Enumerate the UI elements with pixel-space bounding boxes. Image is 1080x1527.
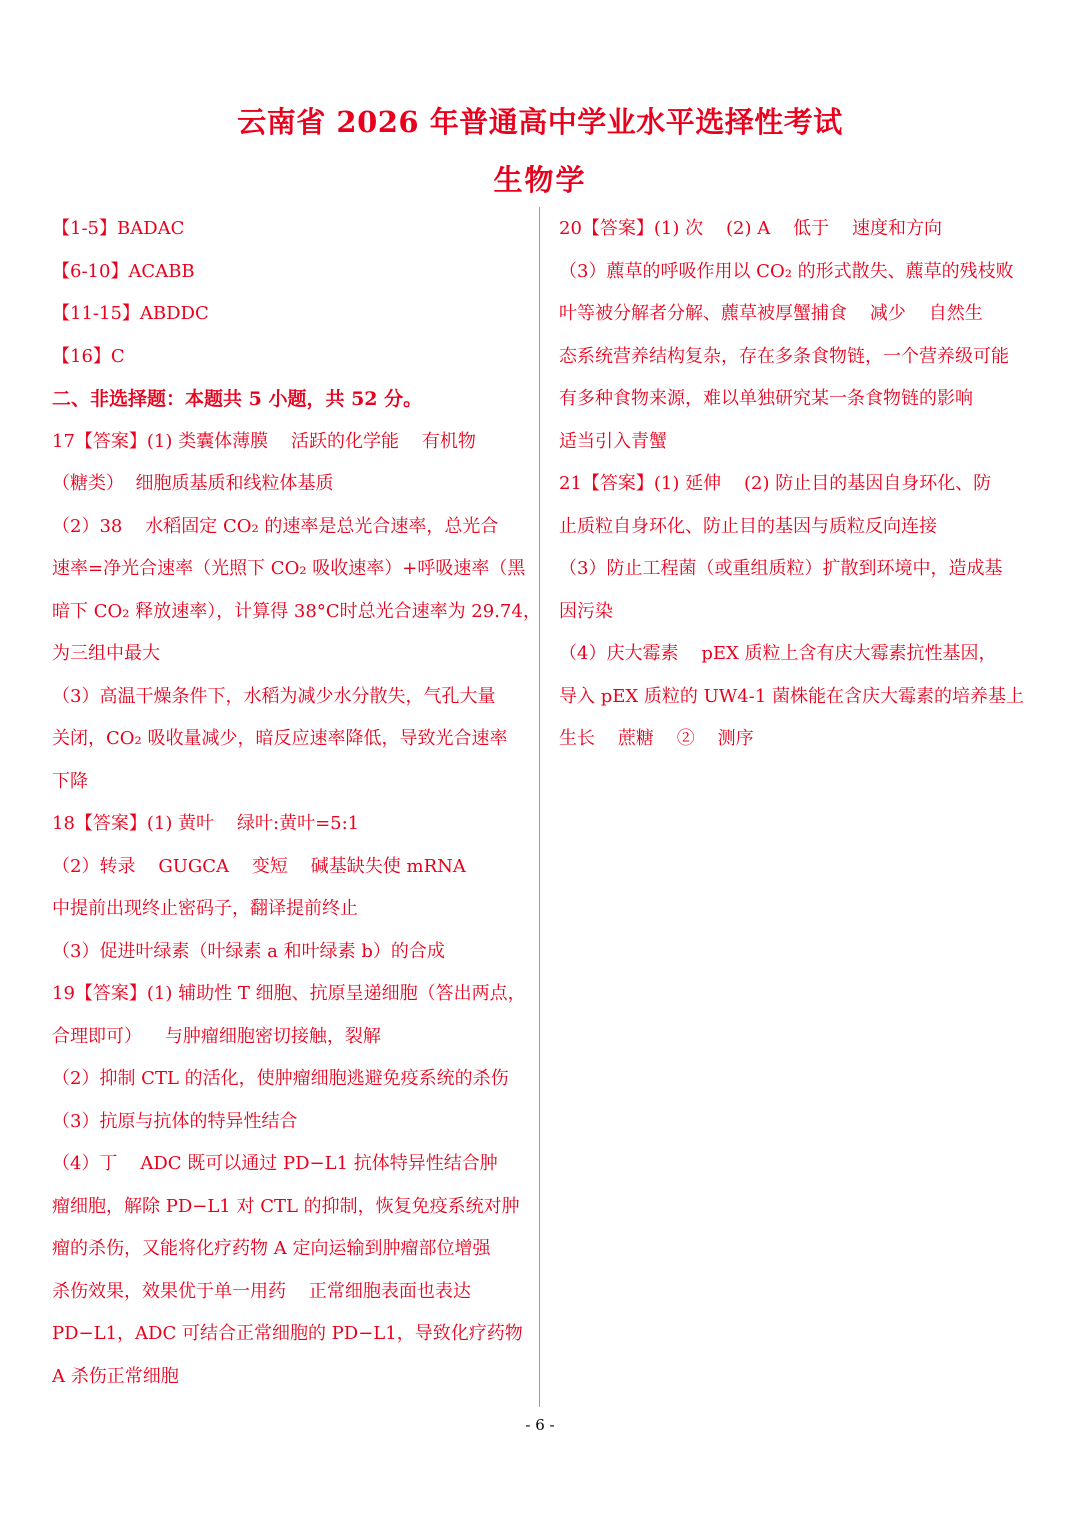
answer-line: 速率=净光合速率（光照下 CO₂ 吸收速率）+呼吸速率（黑 [52, 558, 526, 579]
answer-line: 生长 蔗糖 ② 测序 [559, 728, 754, 749]
answer-line: （糖类） 细胞质基质和线粒体基质 [52, 473, 334, 494]
answer-line: 适当引入青蟹 [559, 430, 667, 452]
answer-line: （4）庆大霉素 pEX 质粒上含有庆大霉素抗性基因， [559, 643, 997, 664]
answer-line: （3）抗原与抗体的特异性结合 [52, 1110, 298, 1132]
subject-title: 生物学 [493, 163, 587, 197]
section-heading: 二、非选择题：本题共 5 小题，共 52 分。 [52, 388, 423, 410]
answer-line: （4）丁 ADC 既可以通过 PD−L1 抗体特异性结合肿 [52, 1153, 498, 1174]
answer-line: 18【答案】(1) 黄叶 绿叶:黄叶=5:1 [52, 813, 360, 834]
exam-title: 云南省 2026 年普通高中学业水平选择性考试 [237, 105, 843, 139]
answer-line: 有多种食物来源，难以单独研究某一条食物链的影响 [559, 388, 973, 409]
answer-line: 因污染 [559, 600, 613, 622]
answer-line: （3）高温干燥条件下，水稻为减少水分散失，气孔大量 [52, 685, 496, 707]
right-answer-column [559, 208, 1031, 761]
answer-line: （2）抑制 CTL 的活化，使肿瘤细胞逃避免疫系统的杀伤 [52, 1068, 509, 1089]
left-answer-column [52, 208, 541, 1398]
answer-line: 19【答案】(1) 辅助性 T 细胞、抗原呈递细胞（答出两点， [52, 983, 526, 1004]
answer-line: PD−L1，ADC 可结合正常细胞的 PD−L1，导致化疗药物 [52, 1323, 523, 1344]
answer-line: 导入 pEX 质粒的 UW4-1 菌株能在含庆大霉素的培养基上 [559, 685, 1025, 707]
answer-line: 【16】C [52, 345, 125, 367]
answer-line: 17【答案】(1) 类囊体薄膜 活跃的化学能 有机物 [52, 430, 476, 452]
answer-line: 止质粒自身环化、防止目的基因与质粒反向连接 [559, 515, 937, 537]
answer-line: 中提前出现终止密码子，翻译提前终止 [52, 898, 358, 919]
answer-line: （3）藨草的呼吸作用以 CO₂ 的形式散失、藨草的残枝败 [559, 260, 1014, 282]
answer-line: 【1-5】BADAC [52, 218, 185, 239]
answer-line: （3）防止工程菌（或重组质粒）扩散到环境中，造成基 [559, 558, 1003, 579]
answer-line: 瘤的杀伤，又能将化疗药物 A 定向运输到肿瘤部位增强 [52, 1238, 491, 1259]
answer-line: 瘤细胞，解除 PD−L1 对 CTL 的抑制，恢复免疫系统对肿 [52, 1195, 520, 1217]
answer-line: 【6-10】ACABB [52, 260, 195, 282]
page-number: - 6 - [525, 1416, 555, 1434]
answer-line: 下降 [52, 770, 88, 792]
answer-line: 暗下 CO₂ 释放速率），计算得 38°C时总光合速率为 29.74， [52, 600, 541, 622]
answer-line: A 杀伤正常细胞 [52, 1365, 179, 1387]
answer-line: 杀伤效果，效果优于单一用药 正常细胞表面也表达 [52, 1280, 471, 1302]
answer-line: 合理即可） 与肿瘤细胞密切接触，裂解 [52, 1025, 381, 1047]
answer-line: （2）转录 GUGCA 变短 碱基缺失使 mRNA [52, 855, 466, 877]
answer-line: 20【答案】(1) 次 (2) A 低于 速度和方向 [559, 218, 942, 239]
answer-line: 态系统营养结构复杂，存在多条食物链，一个营养级可能 [559, 345, 1009, 367]
column-divider [539, 207, 540, 1407]
answer-line: 关闭，CO₂ 吸收量减少，暗反应速率降低，导致光合速率 [52, 728, 508, 749]
answer-line: 21【答案】(1) 延伸 (2) 防止目的基因自身环化、防 [559, 473, 992, 494]
answer-line: （2）38 水稻固定 CO₂ 的速率是总光合速率，总光合 [52, 515, 499, 537]
answer-line: 【11-15】ABDDC [52, 303, 209, 324]
answer-line: （3）促进叶绿素（叶绿素 a 和叶绿素 b）的合成 [52, 940, 445, 962]
answer-line: 叶等被分解者分解、藨草被厚蟹捕食 减少 自然生 [559, 303, 983, 324]
answer-line: 为三组中最大 [52, 643, 160, 664]
